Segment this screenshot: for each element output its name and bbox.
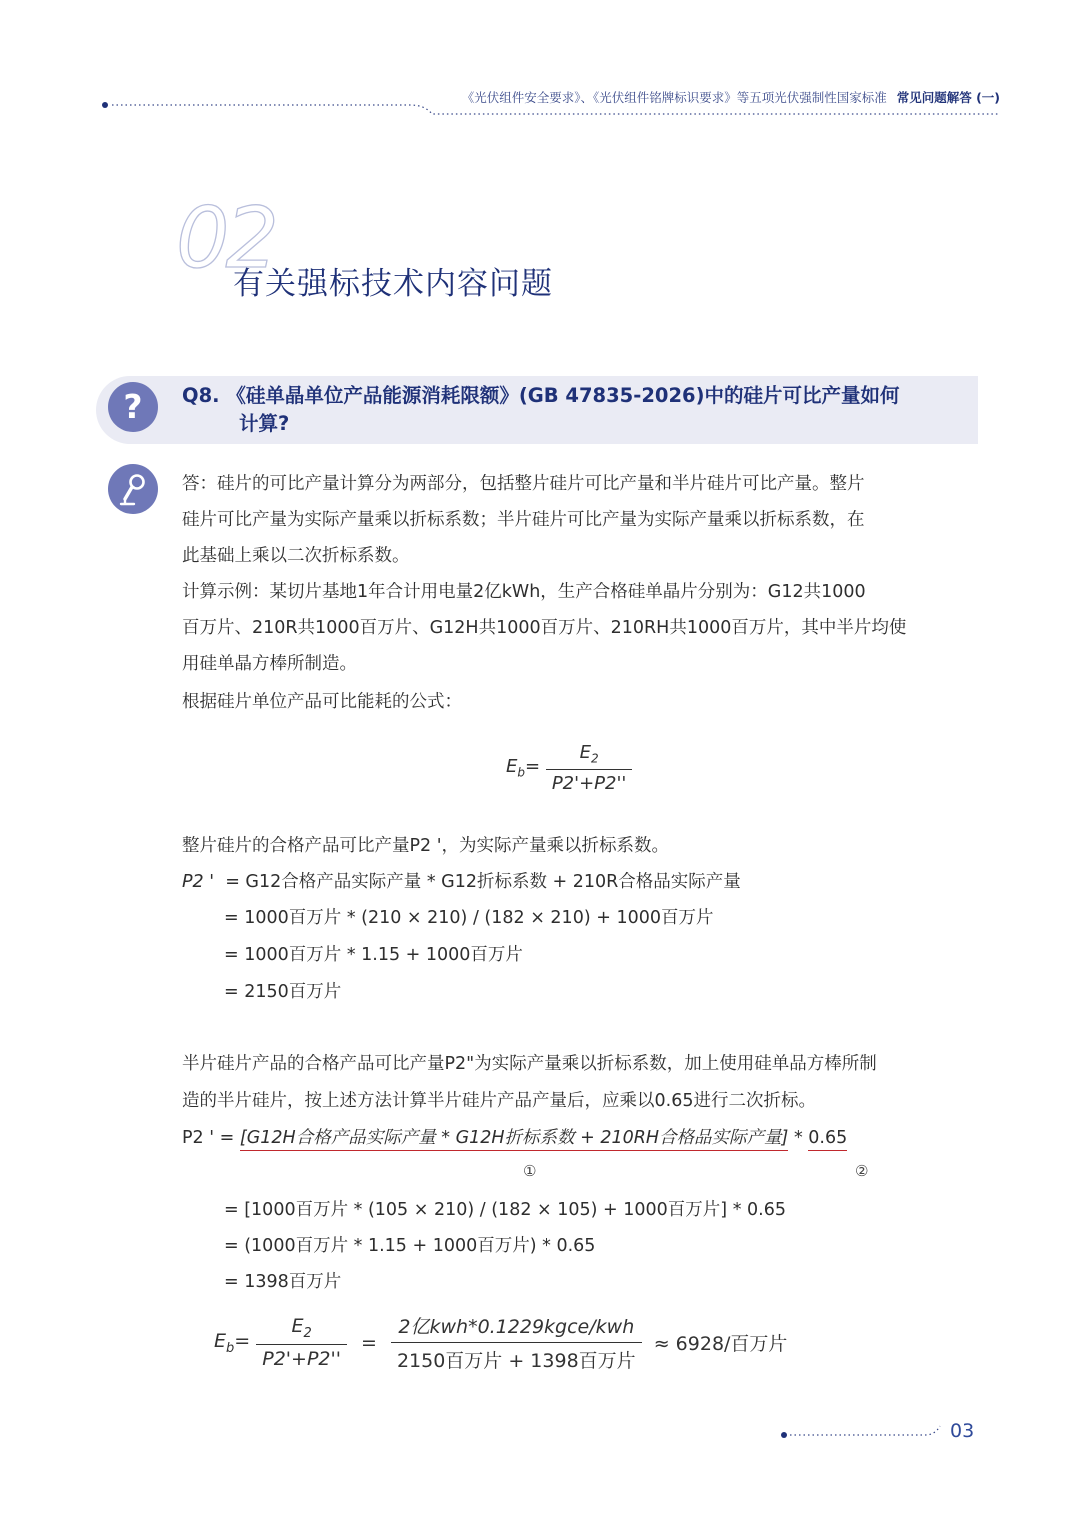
half-wafer-intro: 造的半片硅片，按上述方法计算半片硅片产品产量后，应乘以0.65进行二次折标。 <box>182 1091 816 1111</box>
microphone-icon <box>108 464 158 514</box>
whole-calc-line-4: = 2150百万片 <box>224 982 342 1002</box>
answer-line: 计算示例：某切片基地1年合计用电量2亿kWh，生产合格硅单晶片分别为：G12共1000 <box>182 582 866 602</box>
question-line-2: 计算? <box>239 412 290 435</box>
marker-2: ② <box>855 1162 869 1180</box>
result-lhs: $E_b=$ <box>214 1329 251 1356</box>
header-dotted-rule <box>0 96 1000 126</box>
footer-dotted-rule <box>775 1418 945 1442</box>
formula-fraction: $\frac{E_2}{P2'+P2''}$ <box>546 742 633 794</box>
question-icon: ? <box>108 382 158 432</box>
result-fraction-1: $\frac{E_2}{P2'+P2''}$ <box>256 1315 347 1370</box>
section-number: 02 <box>176 189 275 287</box>
underlined-part-1: [G12H合格产品实际产量 * G12H折标系数 + 210RH合格品实际产量] <box>240 1128 789 1151</box>
answer-line: 硅片可比产量为实际产量乘以折标系数；半片硅片可比产量为实际产量乘以折标系数，在 <box>182 510 865 530</box>
half-calc-line-1: P2 ' = [G12H合格产品实际产量 * G12H折标系数 + 210RH合格品实际产量] * 0.65 <box>182 1120 847 1156</box>
half-calc-line-2: = [1000百万片 * (105 × 210) / (182 × 105) + 1000百万片] * 0.65 <box>224 1200 786 1220</box>
answer-line: 百万片、210R共1000百万片、G12H共1000百万片、210RH共1000百万片，其中半片均使 <box>182 618 907 638</box>
answer-line: 用硅单晶方棒所制造。 <box>182 654 357 674</box>
underlined-part-2: 0.65 <box>808 1128 847 1151</box>
marker-1: ① <box>523 1162 537 1180</box>
result-fraction-2: $\frac{\text{2亿kwh*0.1229kgce/kwh}}{\text{2150百万片 + 1398百万片}}$ <box>391 1312 642 1373</box>
header-subtitle: 常见问题解答 (一) <box>896 90 1000 105</box>
page-number: 03 <box>950 1420 975 1442</box>
half-calc-line-3: = (1000百万片 * 1.15 + 1000百万片) * 0.65 <box>224 1236 596 1256</box>
answer-line: 根据硅片单位产品可比能耗的公式： <box>182 692 462 712</box>
whole-calc-line-2: = 1000百万片 * (210 × 210) / (182 × 210) + 1000百万片 <box>224 908 714 928</box>
whole-calc-line-1: P2 ' = G12合格产品实际产量 * G12折标系数 + 210R合格品实际产量 <box>182 872 741 892</box>
answer-line: 此基础上乘以二次折标系数。 <box>182 546 410 566</box>
question-text <box>182 382 972 438</box>
section-title: 有关强标技术内容问题 <box>233 266 553 302</box>
formula-lhs: $E_b=$ <box>506 756 541 780</box>
energy-formula <box>506 742 632 794</box>
whole-wafer-intro: 整片硅片的合格产品可比产量P2 '，为实际产量乘以折标系数。 <box>182 836 670 856</box>
half-calc-line-4: = 1398百万片 <box>224 1272 342 1292</box>
result-value: ≈ 6928/百万片 <box>653 1333 788 1355</box>
whole-calc-line-3: = 1000百万片 * 1.15 + 1000百万片 <box>224 945 523 965</box>
half-wafer-intro: 半片硅片产品的合格产品可比产量P2"为实际产量乘以折标系数，加上使用硅单品方棒所制 <box>182 1054 877 1074</box>
result-formula: $E_b=$ $\frac{E_2}{P2'+P2''}$ = $\frac{\text{2亿kwh*0.1229kgce/kwh}}{\text{2150百万片 + 1398百万片}}$ ≈ 6928/百万片 <box>214 1312 787 1373</box>
question-line-1: Q8. 《硅单晶单位产品能源消耗限额》(GB 47835-2026)中的硅片可比产量如何 <box>182 384 900 407</box>
answer-line: 答：硅片的可比产量计算分为两部分，包括整片硅片可比产量和半片硅片可比产量。整片 <box>182 474 865 494</box>
header-title: 《光伏组件安全要求》、《光伏组件铭牌标识要求》等五项光伏强制性国家标准 <box>461 90 887 105</box>
